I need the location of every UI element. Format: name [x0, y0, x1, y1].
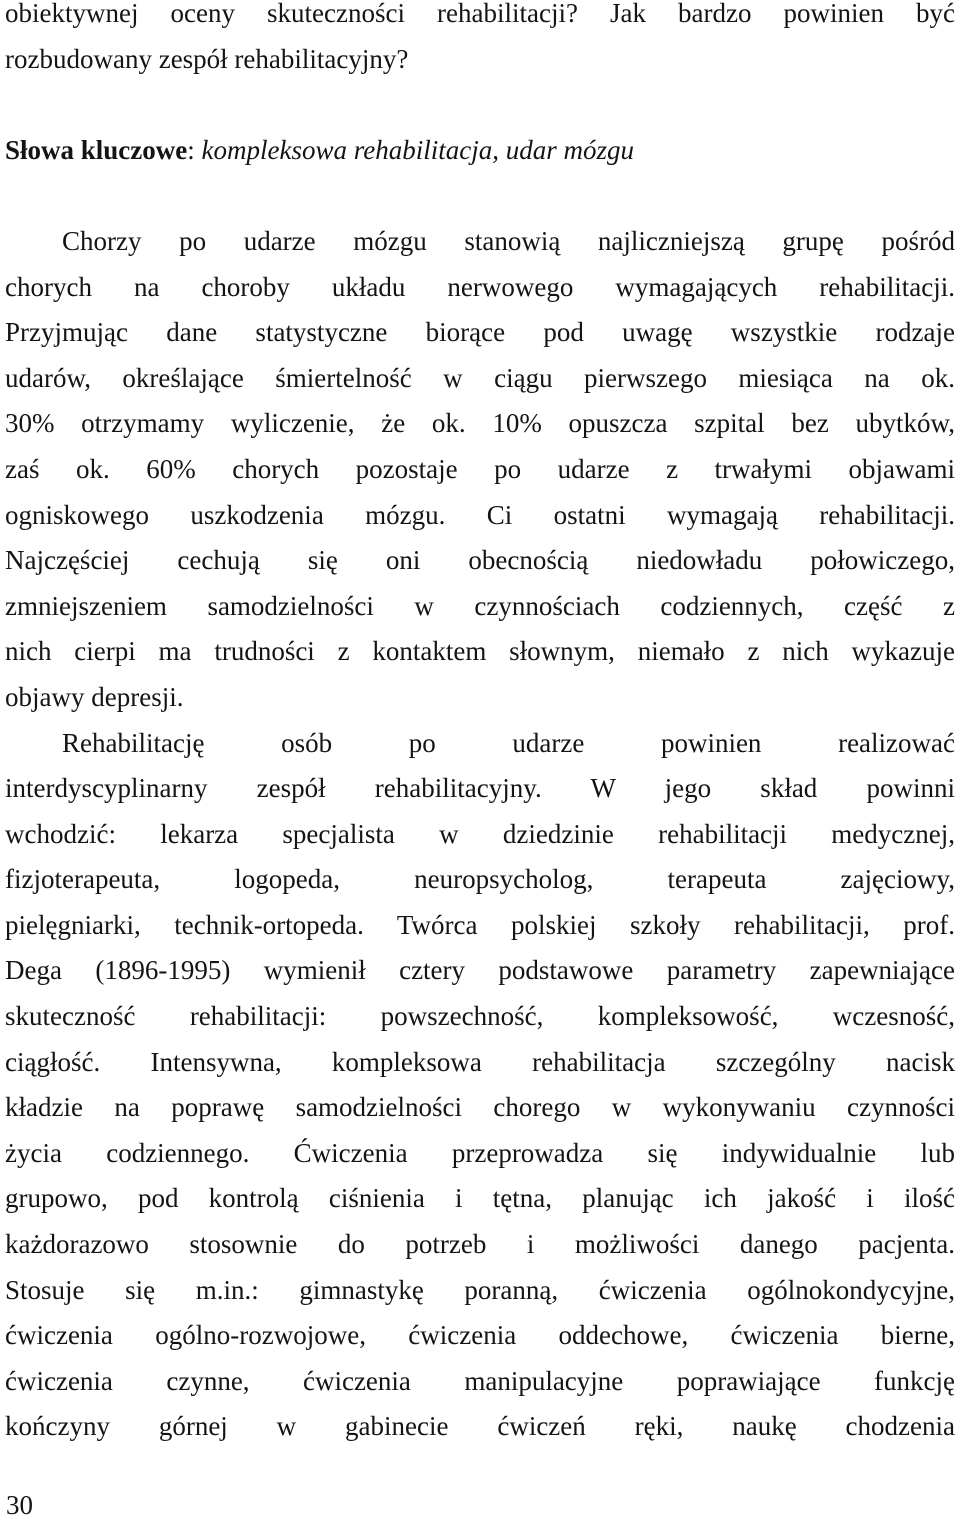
text-line: każdorazowo stosownie do potrzeb i możliwości danego pacjenta.: [5, 1229, 955, 1260]
text-line: kładzie na poprawę samodzielności chorego w wykonywaniu czynności: [5, 1092, 955, 1123]
text-line: fizjoterapeuta, logopeda, neuropsycholog, terapeuta zajęciowy,: [5, 864, 955, 895]
text-line: grupowo, pod kontrolą ciśnienia i tętna, planując ich jakość i ilość: [5, 1183, 955, 1214]
text-line: Stosuje się m.in.: gimnastykę poranną, ćwiczenia ogólnokondycyjne,: [5, 1274, 955, 1305]
page-number: 30: [6, 1490, 33, 1520]
text-line: zaś ok. 60% chorych pozostaje po udarze z trwałymi objawami: [5, 453, 955, 484]
text-line: ciągłość. Intensywna, kompleksowa rehabilitacja szczególny nacisk: [5, 1046, 955, 1077]
text-line: rozbudowany zespół rehabilitacyjny?: [5, 43, 409, 74]
blank-line: [5, 82, 955, 128]
paragraph-rehabilitation-team: [5, 721, 955, 1451]
text-line: chorych na choroby układu nerwowego wymagających rehabilitacji.: [5, 271, 955, 302]
text-line: skuteczność rehabilitacji: powszechność, kompleksowość, wczesność,: [5, 1001, 955, 1032]
text-line: udarów, określające śmiertelność w ciągu pierwszego miesiąca na ok.: [5, 362, 955, 393]
text-line: ćwiczenia ogólno-rozwojowe, ćwiczenia oddechowe, ćwiczenia bierne,: [5, 1320, 955, 1351]
intro-paragraph: [5, 0, 955, 82]
text-line: 30% otrzymamy wyliczenie, że ok. 10% opuszcza szpital bez ubytków,: [5, 408, 955, 439]
text-line: pielęgniarki, technik-ortopeda. Twórca polskiej szkoły rehabilitacji, prof.: [5, 909, 955, 940]
text-line: Chorzy po udarze mózgu stanowią najliczniejszą grupę pośród: [62, 225, 955, 256]
blank-line: [5, 173, 955, 219]
text-line: Przyjmując dane statystyczne biorące pod uwagę wszystkie rodzaje: [5, 317, 955, 348]
keywords-line: [5, 128, 955, 174]
keywords-text: kompleksowa rehabilitacja, udar mózgu: [194, 134, 634, 165]
text-line: nich cierpi ma trudności z kontaktem słownym, niemało z nich wykazuje: [5, 636, 955, 667]
text-line: interdyscyplinarny zespół rehabilitacyjny. W jego skład powinni: [5, 773, 955, 804]
keywords-label: Słowa kluczowe: [5, 134, 188, 165]
text-line: ćwiczenia czynne, ćwiczenia manipulacyjne poprawiające funkcję: [5, 1365, 955, 1396]
text-line: wchodzić: lekarza specjalista w dziedzinie rehabilitacji medycznej,: [5, 818, 955, 849]
body-text: [5, 0, 955, 1450]
text-line: obiektywnej oceny skuteczności rehabilitacji? Jak bardzo powinien być: [5, 0, 955, 28]
text-line: Najczęściej cechują się oni obecnością niedowładu połowiczego,: [5, 545, 955, 576]
paragraph-stroke-patients: [5, 219, 955, 721]
text-line: Dega (1896-1995) wymienił cztery podstawowe parametry zapewniające: [5, 955, 955, 986]
text-line: życia codziennego. Ćwiczenia przeprowadza się indywidualnie lub: [5, 1137, 955, 1168]
text-line: kończyny górnej w gabinecie ćwiczeń ręki, naukę chodzenia: [5, 1411, 955, 1442]
text-line: Rehabilitację osób po udarze powinien realizować: [62, 727, 955, 758]
text-line: zmniejszeniem samodzielności w czynnościach codziennych, część z: [5, 590, 955, 621]
text-line: objawy depresji.: [5, 681, 184, 712]
keywords-separator: :: [187, 134, 195, 165]
text-line: ogniskowego uszkodzenia mózgu. Ci ostatni wymagają rehabilitacji.: [5, 499, 955, 530]
